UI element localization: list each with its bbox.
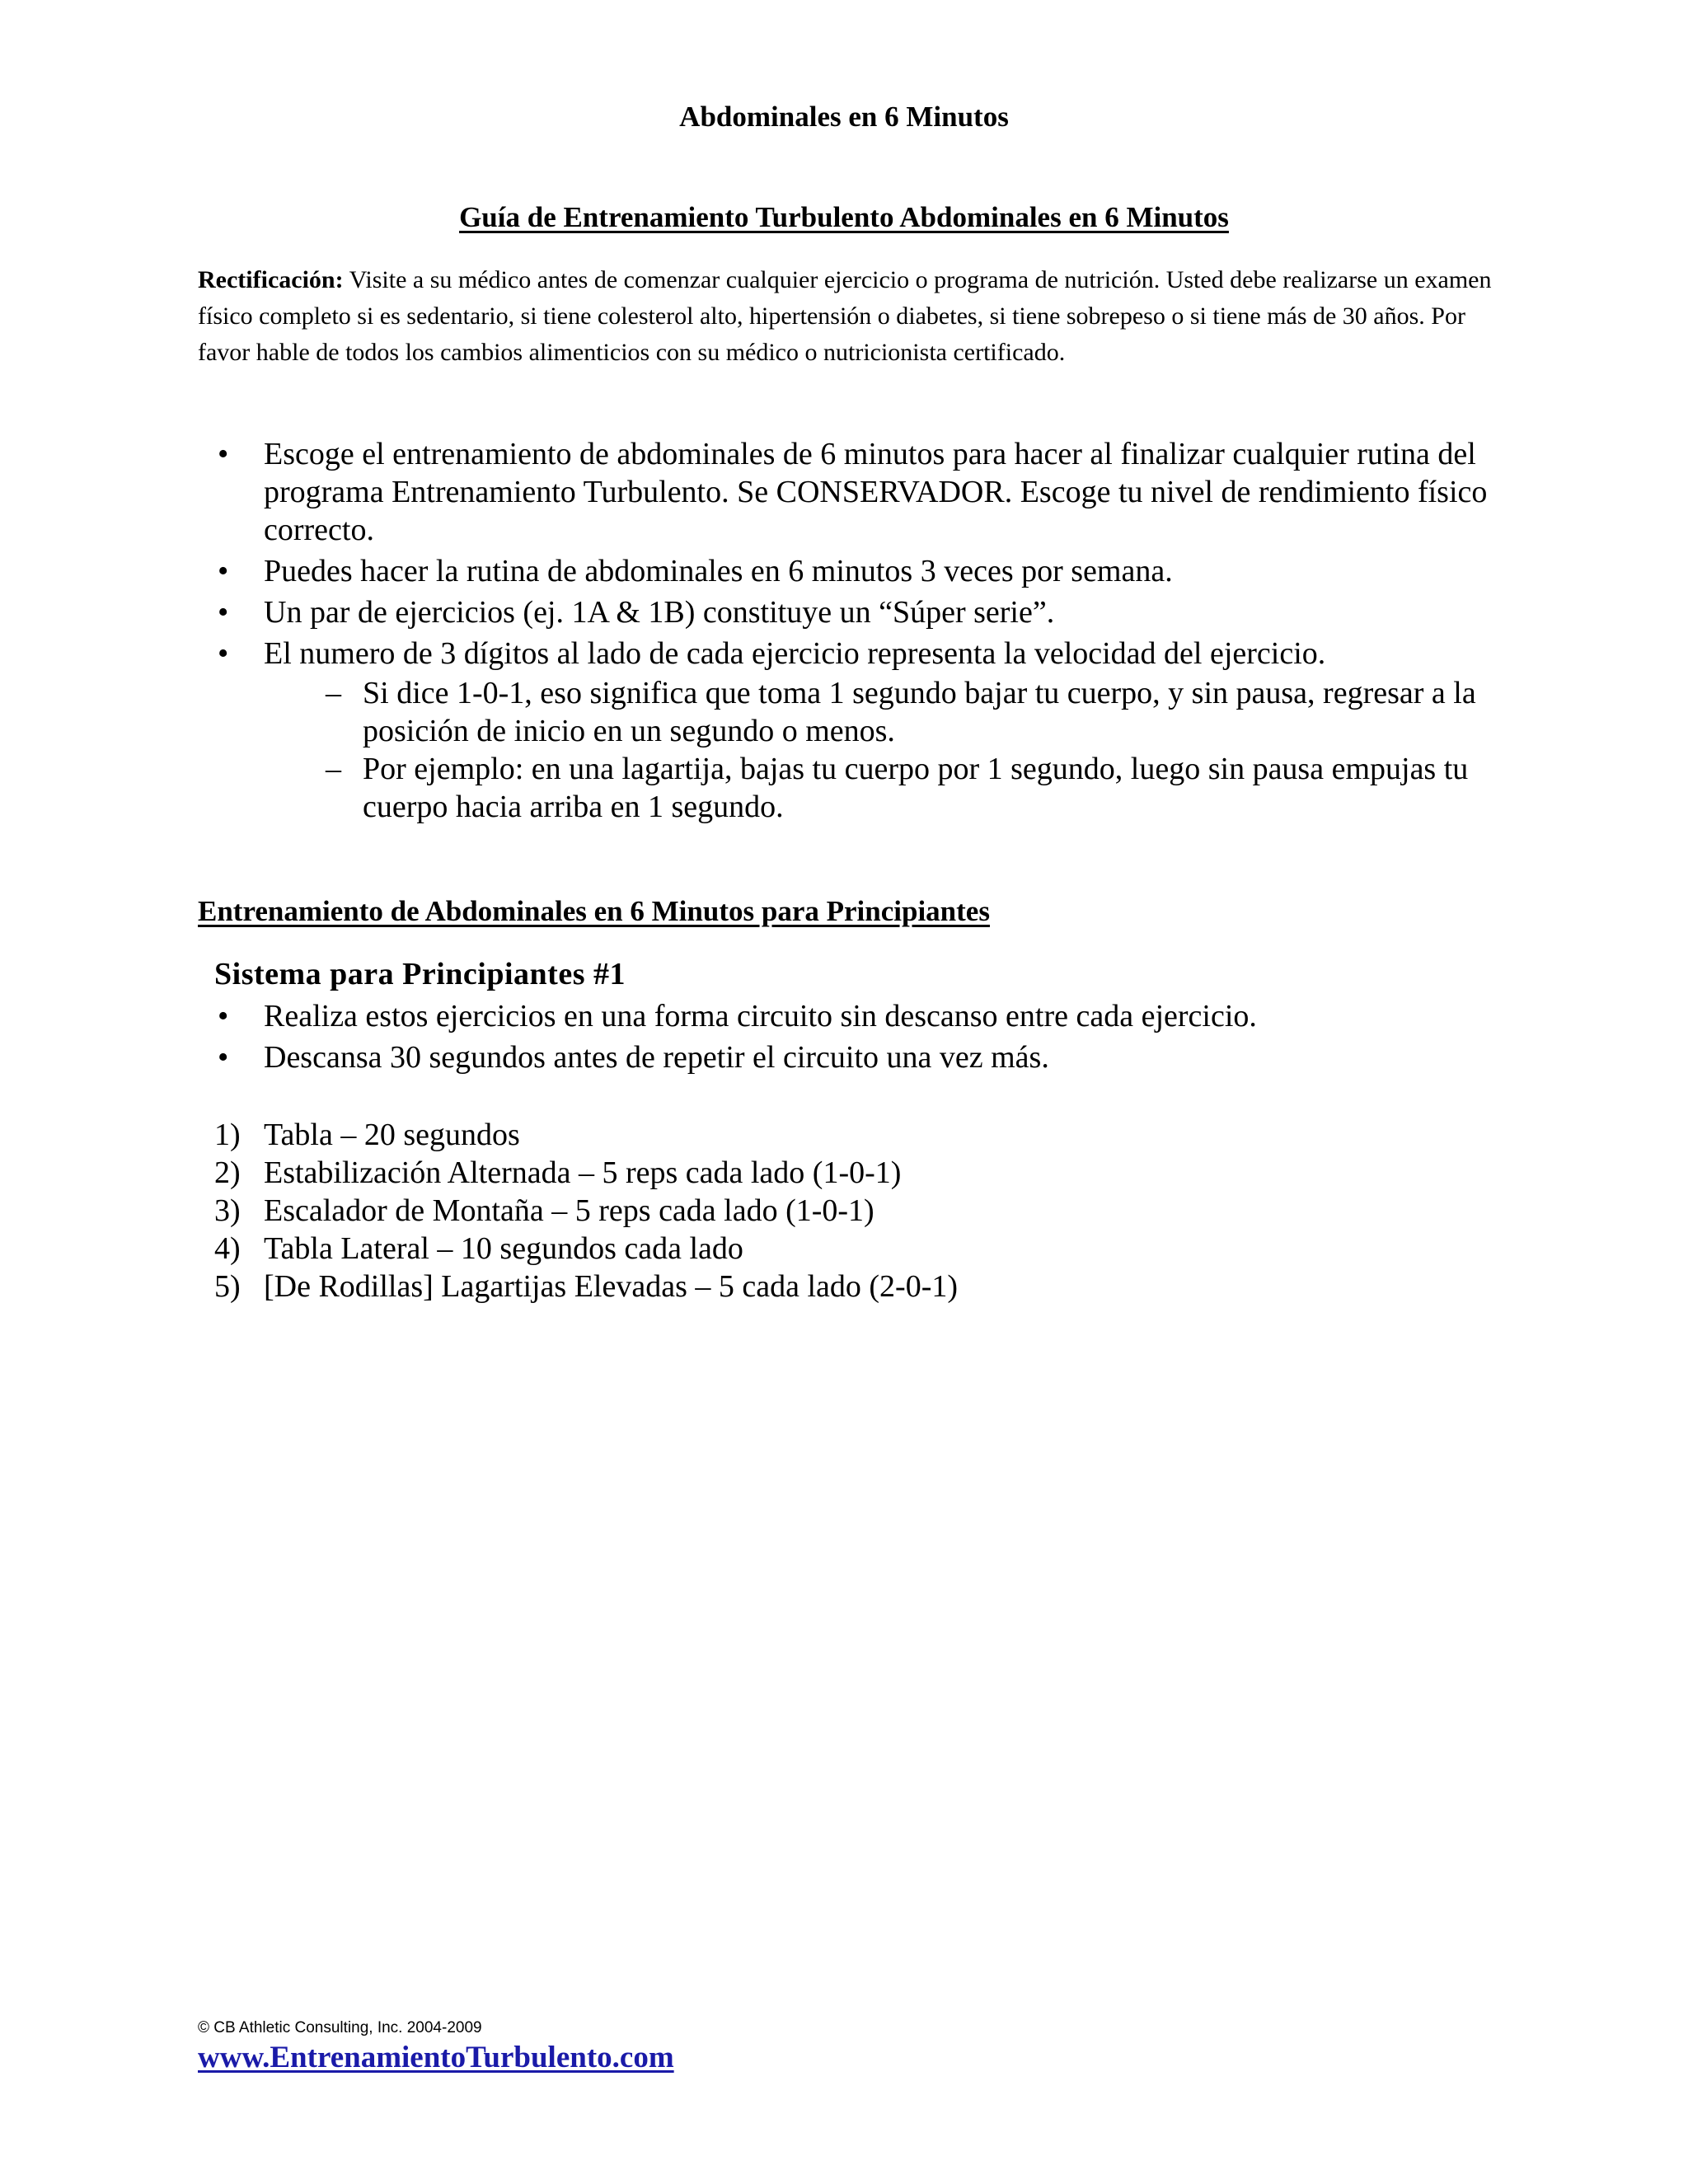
exercise-text: [De Rodillas] Lagartijas Elevadas – 5 cada lado (2-0-1) (264, 1269, 959, 1304)
guide-title: Guía de Entrenamiento Turbulento Abdominales en 6 Minutos (459, 201, 1229, 233)
exercise-item (214, 1154, 1451, 1192)
dash-icon: – (326, 676, 341, 710)
exercise-text: Tabla – 20 segundos (264, 1118, 520, 1152)
disclaimer-text: Visite a su médico antes de comenzar cualquier ejercicio o programa de nutrición. Usted debe realizarse un examen físico completo si es sedentario, si tiene colesterol alto, hipertensión o diabetes, si tiene sobrepeso o si tiene más de 30 años. Por favor hable de todos los cambios alimenticios con su médico o nutricionista certificado. (198, 266, 1492, 366)
system-instructions-list (198, 996, 1500, 1078)
sub-list-item (264, 674, 1500, 750)
sub-list-item-text: Por ejemplo: en una lagartija, bajas tu cuerpo por 1 segundo, luego sin pausa empujas tu cuerpo hacia arriba en 1 segundo. (363, 752, 1469, 824)
exercise-item (214, 1230, 1451, 1268)
instructions-list (198, 435, 1500, 829)
list-item-text: Escoge el entrenamiento de abdominales de 6 minutos para hacer al finalizar cualquier rutina del programa Entrenamiento Turbulento. Se CONSERVADOR. Escoge tu nivel de rendimiento físico correcto. (264, 437, 1488, 547)
list-item-text: Un par de ejercicios (ej. 1A & 1B) constituye un “Súper serie”. (264, 595, 1055, 630)
list-item-text: Realiza estos ejercicios en una forma circuito sin descanso entre cada ejercicio. (264, 999, 1257, 1033)
exercise-text: Escalador de Montaña – 5 reps cada lado (1-0-1) (264, 1193, 874, 1228)
exercise-list (214, 1116, 1451, 1305)
list-item (198, 435, 1500, 549)
bullet-icon: • (218, 1040, 229, 1075)
page-title: Abdominales en 6 Minutos (679, 101, 1009, 133)
exercise-item (214, 1268, 1451, 1305)
exercise-number: 5) (214, 1269, 241, 1304)
exercise-text: Tabla Lateral – 10 segundos cada lado (264, 1231, 743, 1266)
list-item-text: Descansa 30 segundos antes de repetir el circuito una vez más. (264, 1040, 1049, 1075)
disclaimer-label: Rectificación: (198, 266, 344, 293)
website-link[interactable]: www.EntrenamientoTurbulento.com (198, 2041, 674, 2074)
list-item (198, 635, 1500, 826)
exercise-number: 3) (214, 1193, 241, 1228)
list-item (198, 593, 1500, 631)
dash-icon: – (326, 752, 341, 786)
sub-list (264, 674, 1500, 826)
bullet-icon: • (218, 437, 229, 471)
list-item-text: El numero de 3 dígitos al lado de cada ejercicio representa la velocidad del ejercicio. (264, 636, 1326, 671)
disclaimer-paragraph (198, 262, 1500, 371)
exercise-number: 4) (214, 1231, 241, 1266)
sub-list-item (264, 750, 1500, 826)
exercise-item (214, 1116, 1451, 1154)
list-item-text: Puedes hacer la rutina de abdominales en 6 minutos 3 veces por semana. (264, 554, 1173, 588)
list-item (198, 552, 1500, 590)
list-item (198, 1037, 1500, 1078)
exercise-text: Estabilización Alternada – 5 reps cada lado (1-0-1) (264, 1155, 902, 1190)
system-title: Sistema para Principiantes #1 (214, 957, 626, 991)
copyright-notice: © CB Athletic Consulting, Inc. 2004-2009 (198, 2019, 482, 2036)
section-title: Entrenamiento de Abdominales en 6 Minutos para Principiantes (198, 895, 990, 927)
exercise-number: 1) (214, 1118, 241, 1152)
exercise-number: 2) (214, 1155, 241, 1190)
sub-list-item-text: Si dice 1-0-1, eso significa que toma 1 segundo bajar tu cuerpo, y sin pausa, regresar a la posición de inicio en un segundo o menos. (363, 676, 1476, 748)
exercise-item (214, 1192, 1451, 1230)
bullet-icon: • (218, 595, 229, 630)
bullet-icon: • (218, 999, 229, 1033)
bullet-icon: • (218, 554, 229, 588)
bullet-icon: • (218, 636, 229, 671)
list-item (198, 996, 1500, 1037)
